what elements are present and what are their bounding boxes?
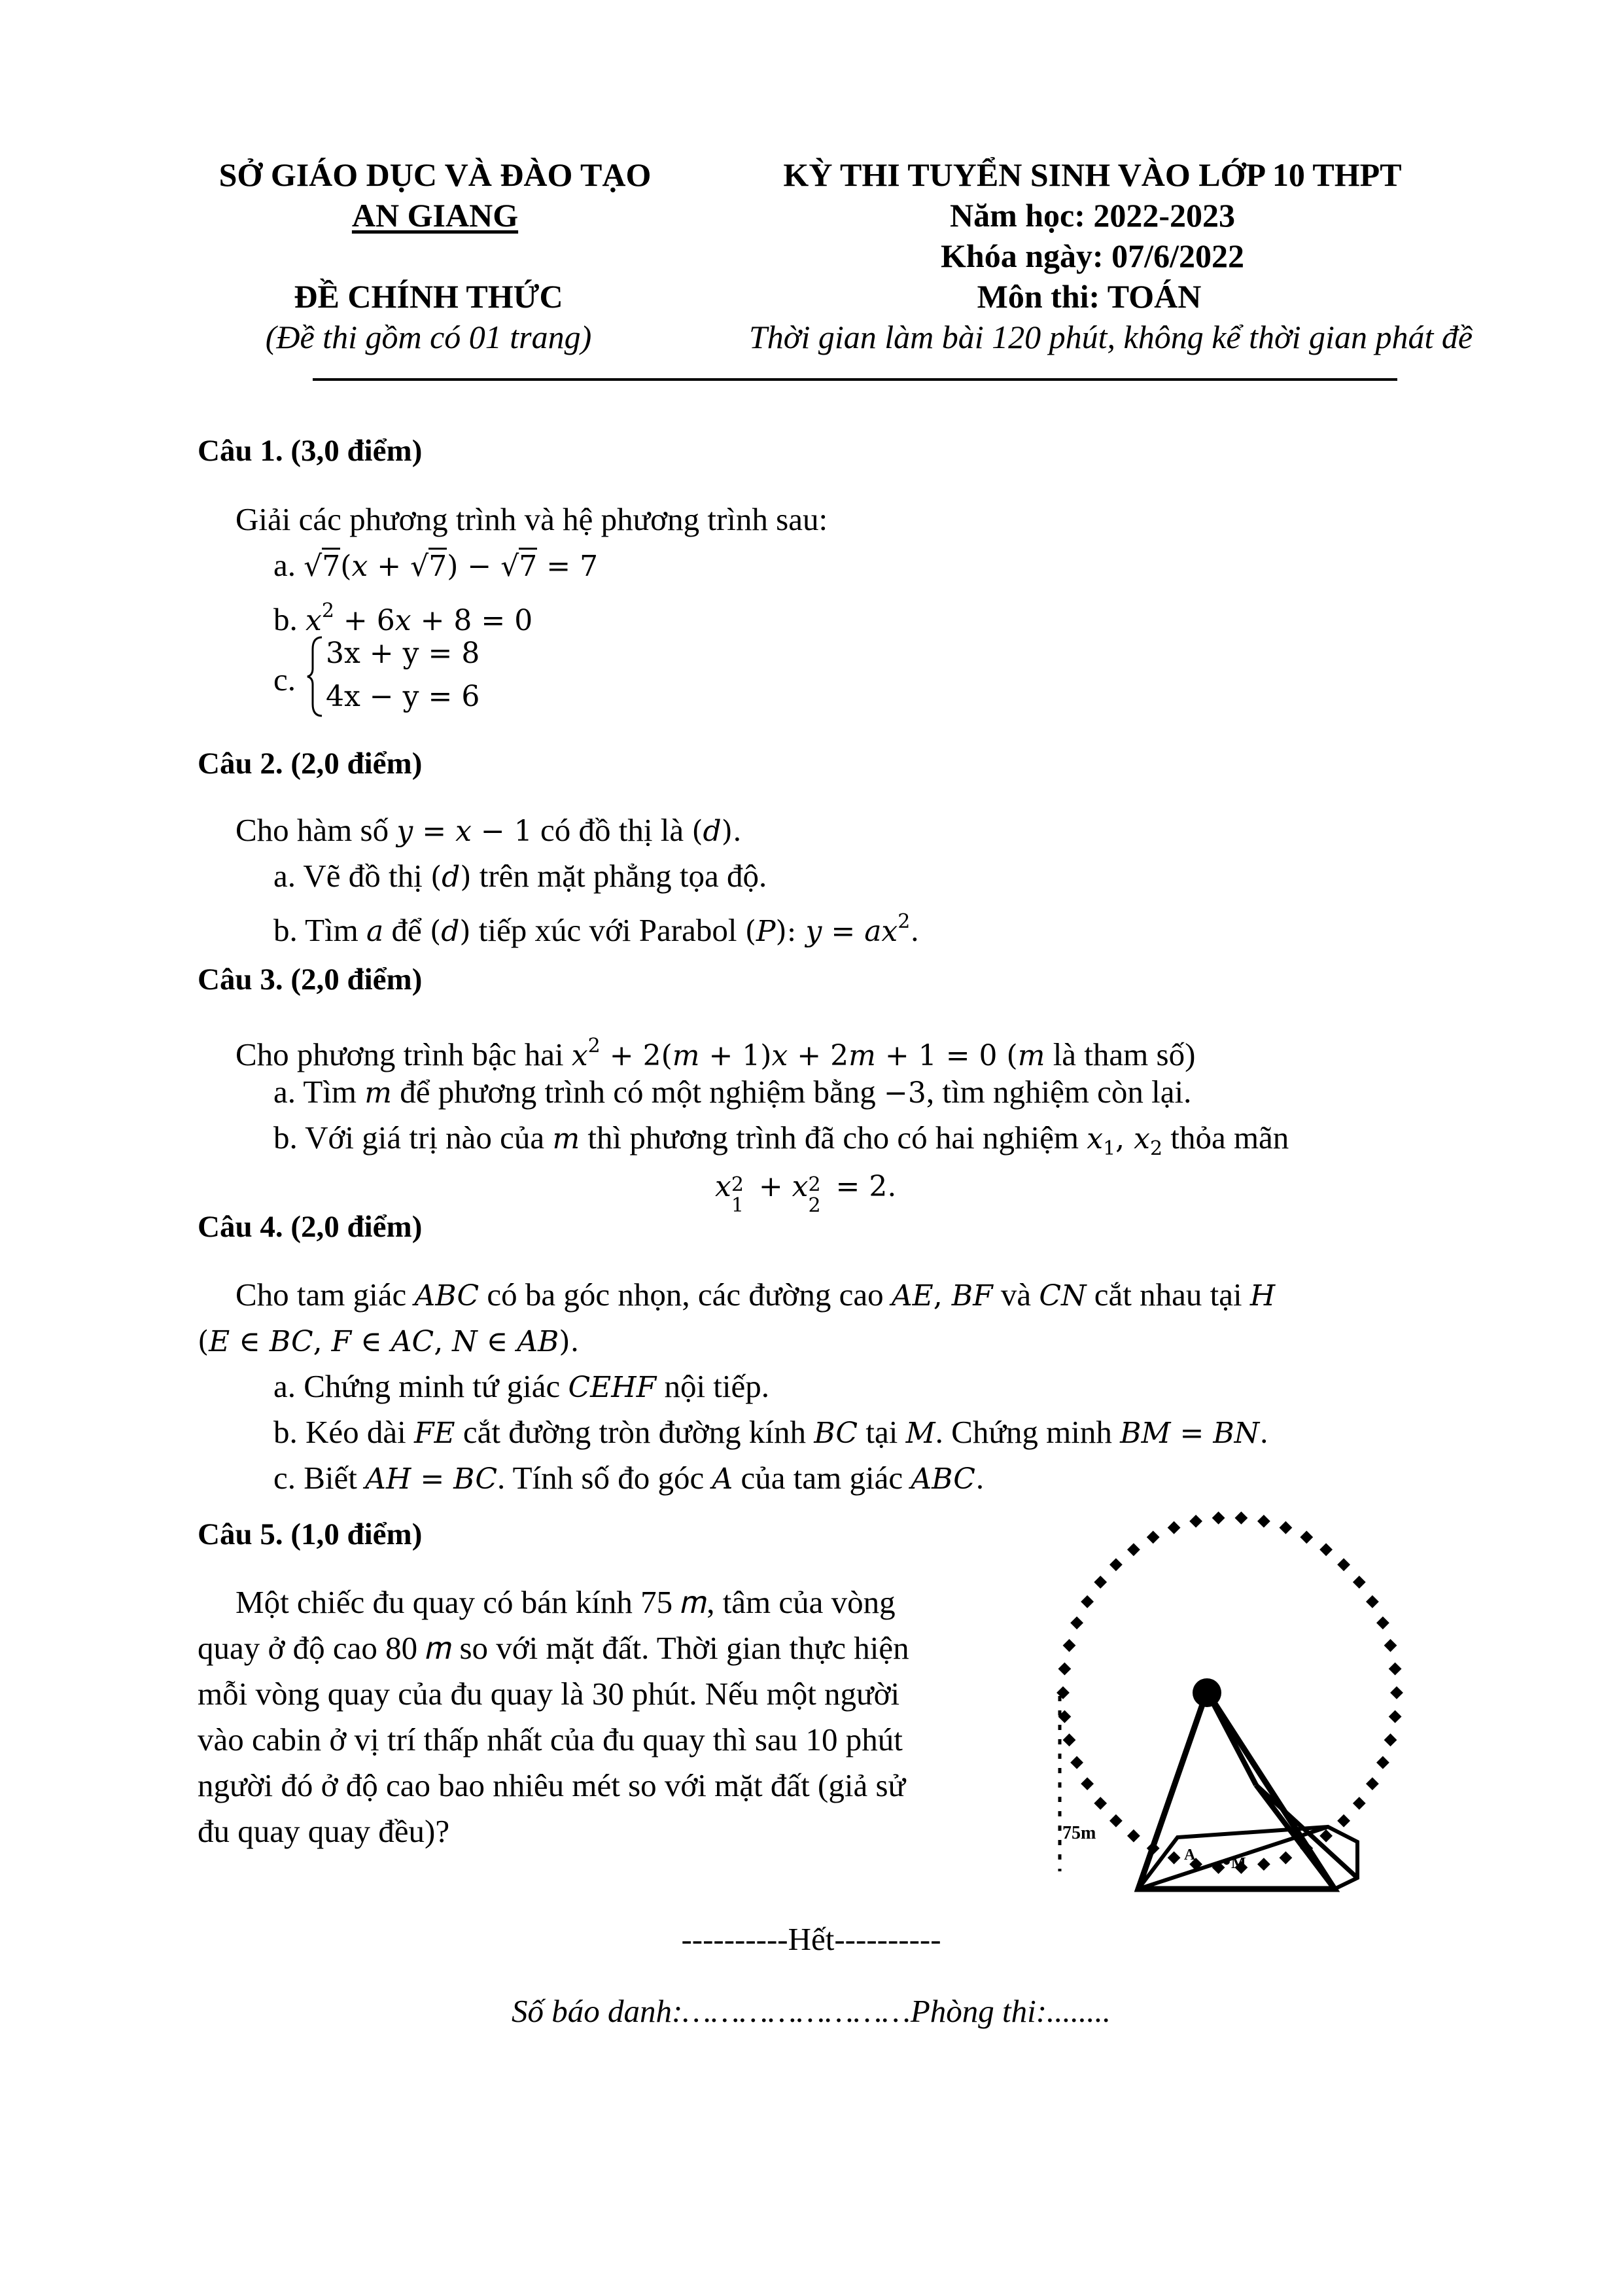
cabin-dot — [1337, 1558, 1350, 1571]
q5-line5: người đó ở độ cao bao nhiêu mét so với mặt đất (giả sử — [198, 1767, 906, 1803]
exam-date: Khóa ngày: 07/6/2022 — [941, 238, 1244, 274]
cabin-dot — [1058, 1663, 1072, 1676]
cabin-dot — [1280, 1851, 1293, 1864]
cabin-dot — [1257, 1858, 1270, 1871]
cabin-dot — [1353, 1797, 1366, 1810]
cabin-dot — [1257, 1515, 1270, 1528]
exam-title: KỲ THI TUYỂN SINH VÀO LỚP 10 THPT — [783, 156, 1402, 193]
q5-title: Câu 5. (1,0 điểm) — [198, 1517, 423, 1551]
cabin-dot — [1319, 1543, 1333, 1556]
page-count-note: (Đề thi gồm có 01 trang) — [265, 319, 592, 355]
cabin-dot — [1389, 1663, 1402, 1676]
q1-system-brace — [305, 635, 324, 718]
cabin-dot — [1376, 1616, 1389, 1629]
q1-a: a. √7(x + √7) − √7 = 7 — [273, 547, 599, 583]
q5-line3: mỗi vòng quay của đu quay là 30 phút. Nếu một người — [198, 1676, 900, 1712]
ferris-wheel-figure — [1040, 1511, 1433, 1917]
cabin-dot — [1168, 1521, 1181, 1534]
q1-system-eq2: 4x − y = 6 — [326, 680, 480, 713]
cabin-dot — [1094, 1797, 1107, 1810]
q4-a: a. Chứng minh tứ giác CEHF nội tiếp. — [273, 1368, 770, 1404]
q2-intro: Cho hàm số y = x − 1 có đồ thị là (d). — [236, 812, 742, 848]
q2-b: b. Tìm a để (d) tiếp xúc với Parabol (P): $y = ax^2$. — [273, 910, 920, 948]
cabin-dot — [1235, 1511, 1248, 1525]
q4-intro: Cho tam giác ABC có ba góc nhọn, các đường cao AE, BF và CN cắt nhau tại H — [236, 1277, 1276, 1313]
cabin-dot — [1109, 1814, 1123, 1828]
q5-line2: quay ở độ cao 80 𝑚 so với mặt đất. Thời gian thực hiện — [198, 1630, 909, 1666]
cabin-dot — [1109, 1558, 1123, 1571]
cabin-dot — [1300, 1530, 1313, 1544]
q3-title: Câu 3. (2,0 điểm) — [198, 963, 423, 997]
cabin-dot — [1366, 1595, 1379, 1608]
cabin-dot — [1081, 1777, 1094, 1790]
header-divider — [313, 378, 1397, 381]
cabin-dot — [1063, 1733, 1076, 1746]
cabin-dot — [1389, 1710, 1402, 1723]
q4-title: Câu 4. (2,0 điểm) — [198, 1210, 423, 1244]
cabin-dot — [1212, 1511, 1225, 1525]
point-dot — [1223, 1858, 1230, 1865]
cabin-dot — [1168, 1851, 1181, 1864]
q5-line6: đu quay quay đều)? — [198, 1813, 450, 1849]
q1-c-label: c. — [273, 662, 296, 698]
subject: Môn thi: TOÁN — [977, 278, 1202, 315]
cabin-dot — [1063, 1639, 1076, 1652]
height-label: 75m — [1062, 1823, 1096, 1843]
q2-title: Câu 2. (2,0 điểm) — [198, 747, 423, 781]
school-year: Năm học: 2022-2023 — [949, 197, 1236, 234]
wheel-hub — [1193, 1678, 1221, 1707]
figure-label-m: M — [1231, 1855, 1246, 1872]
q4-b: b. Kéo dài FE cắt đường tròn đường kính BC tại M. Chứng minh BM = BN. — [273, 1414, 1269, 1450]
cabin-dot — [1094, 1576, 1107, 1589]
q1-intro: Giải các phương trình và hệ phương trình sau: — [236, 501, 828, 537]
q4-intro-conditions: (E ∈ BC, F ∈ AC, N ∈ AB). — [198, 1325, 580, 1358]
q3-b-condition: x 2 1 + x 2 2 = 2. — [715, 1170, 897, 1217]
department-name: SỞ GIÁO DỤC VÀ ĐÀO TẠO — [218, 156, 652, 193]
cabin-dot — [1189, 1515, 1202, 1528]
official-exam-label: ĐỀ CHÍNH THỨC — [294, 278, 563, 315]
cabin-dot — [1127, 1543, 1140, 1556]
cabin-dot — [1127, 1829, 1140, 1843]
q1-system — [326, 632, 480, 718]
end-marker: ----------Hết---------- — [681, 1921, 941, 1957]
q5-line4: vào cabin ở vị trí thấp nhất của đu quay thì sau 10 phút — [198, 1722, 903, 1757]
cabin-dot — [1376, 1756, 1389, 1769]
figure-label-a: A — [1184, 1846, 1196, 1863]
cabin-dot — [1147, 1530, 1160, 1544]
q3-b: b. Với giá trị nào của m thì phương trình đã cho có hai nghiệm $x_1$, $x_2$ thỏa mãn — [273, 1120, 1289, 1160]
candidate-info: Số báo danh:……………………Phòng thi:........ — [511, 1993, 1111, 2029]
cabin-dot — [1384, 1639, 1397, 1652]
q1-b: b. $x^2 + 6x + 8 = 0$ — [273, 599, 533, 637]
province-name: AN GIANG — [351, 197, 519, 234]
cabin-dot — [1366, 1777, 1379, 1790]
cabin-dot — [1337, 1814, 1350, 1828]
tower-edge — [1207, 1691, 1256, 1785]
cabin-dot — [1081, 1595, 1094, 1608]
cabin-dot — [1319, 1829, 1333, 1843]
cabin-dot — [1384, 1733, 1397, 1746]
q1-system-eq1: 3x + y = 8 — [326, 637, 480, 670]
cabin-dot — [1353, 1576, 1366, 1589]
q1-title: Câu 1. (3,0 điểm) — [198, 434, 423, 468]
q5-line1: Một chiếc đu quay có bán kính 75 𝑚, tâm của vòng — [236, 1584, 896, 1620]
ferris-wheel-cabins — [1056, 1511, 1403, 1874]
q3-intro: Cho phương trình bậc hai $x^2 + 2(m + 1)x + 2m + 1 = 0$ (m là tham số) — [236, 1034, 1196, 1072]
q4-c: c. Biết AH = BC. Tính số đo góc A của tam giác ABC. — [273, 1460, 985, 1496]
q2-a: a. Vẽ đồ thị (d) trên mặt phẳng tọa độ. — [273, 858, 767, 894]
cabin-dot — [1070, 1756, 1083, 1769]
q3-a: a. Tìm m để phương trình có một nghiệm bằng −3, tìm nghiệm còn lại. — [273, 1074, 1192, 1110]
cabin-dot — [1070, 1616, 1083, 1629]
cabin-dot — [1280, 1521, 1293, 1534]
time-allowed: Thời gian làm bài 120 phút, không kể thời gian phát đề — [748, 319, 1473, 355]
cabin-dot — [1390, 1686, 1403, 1699]
